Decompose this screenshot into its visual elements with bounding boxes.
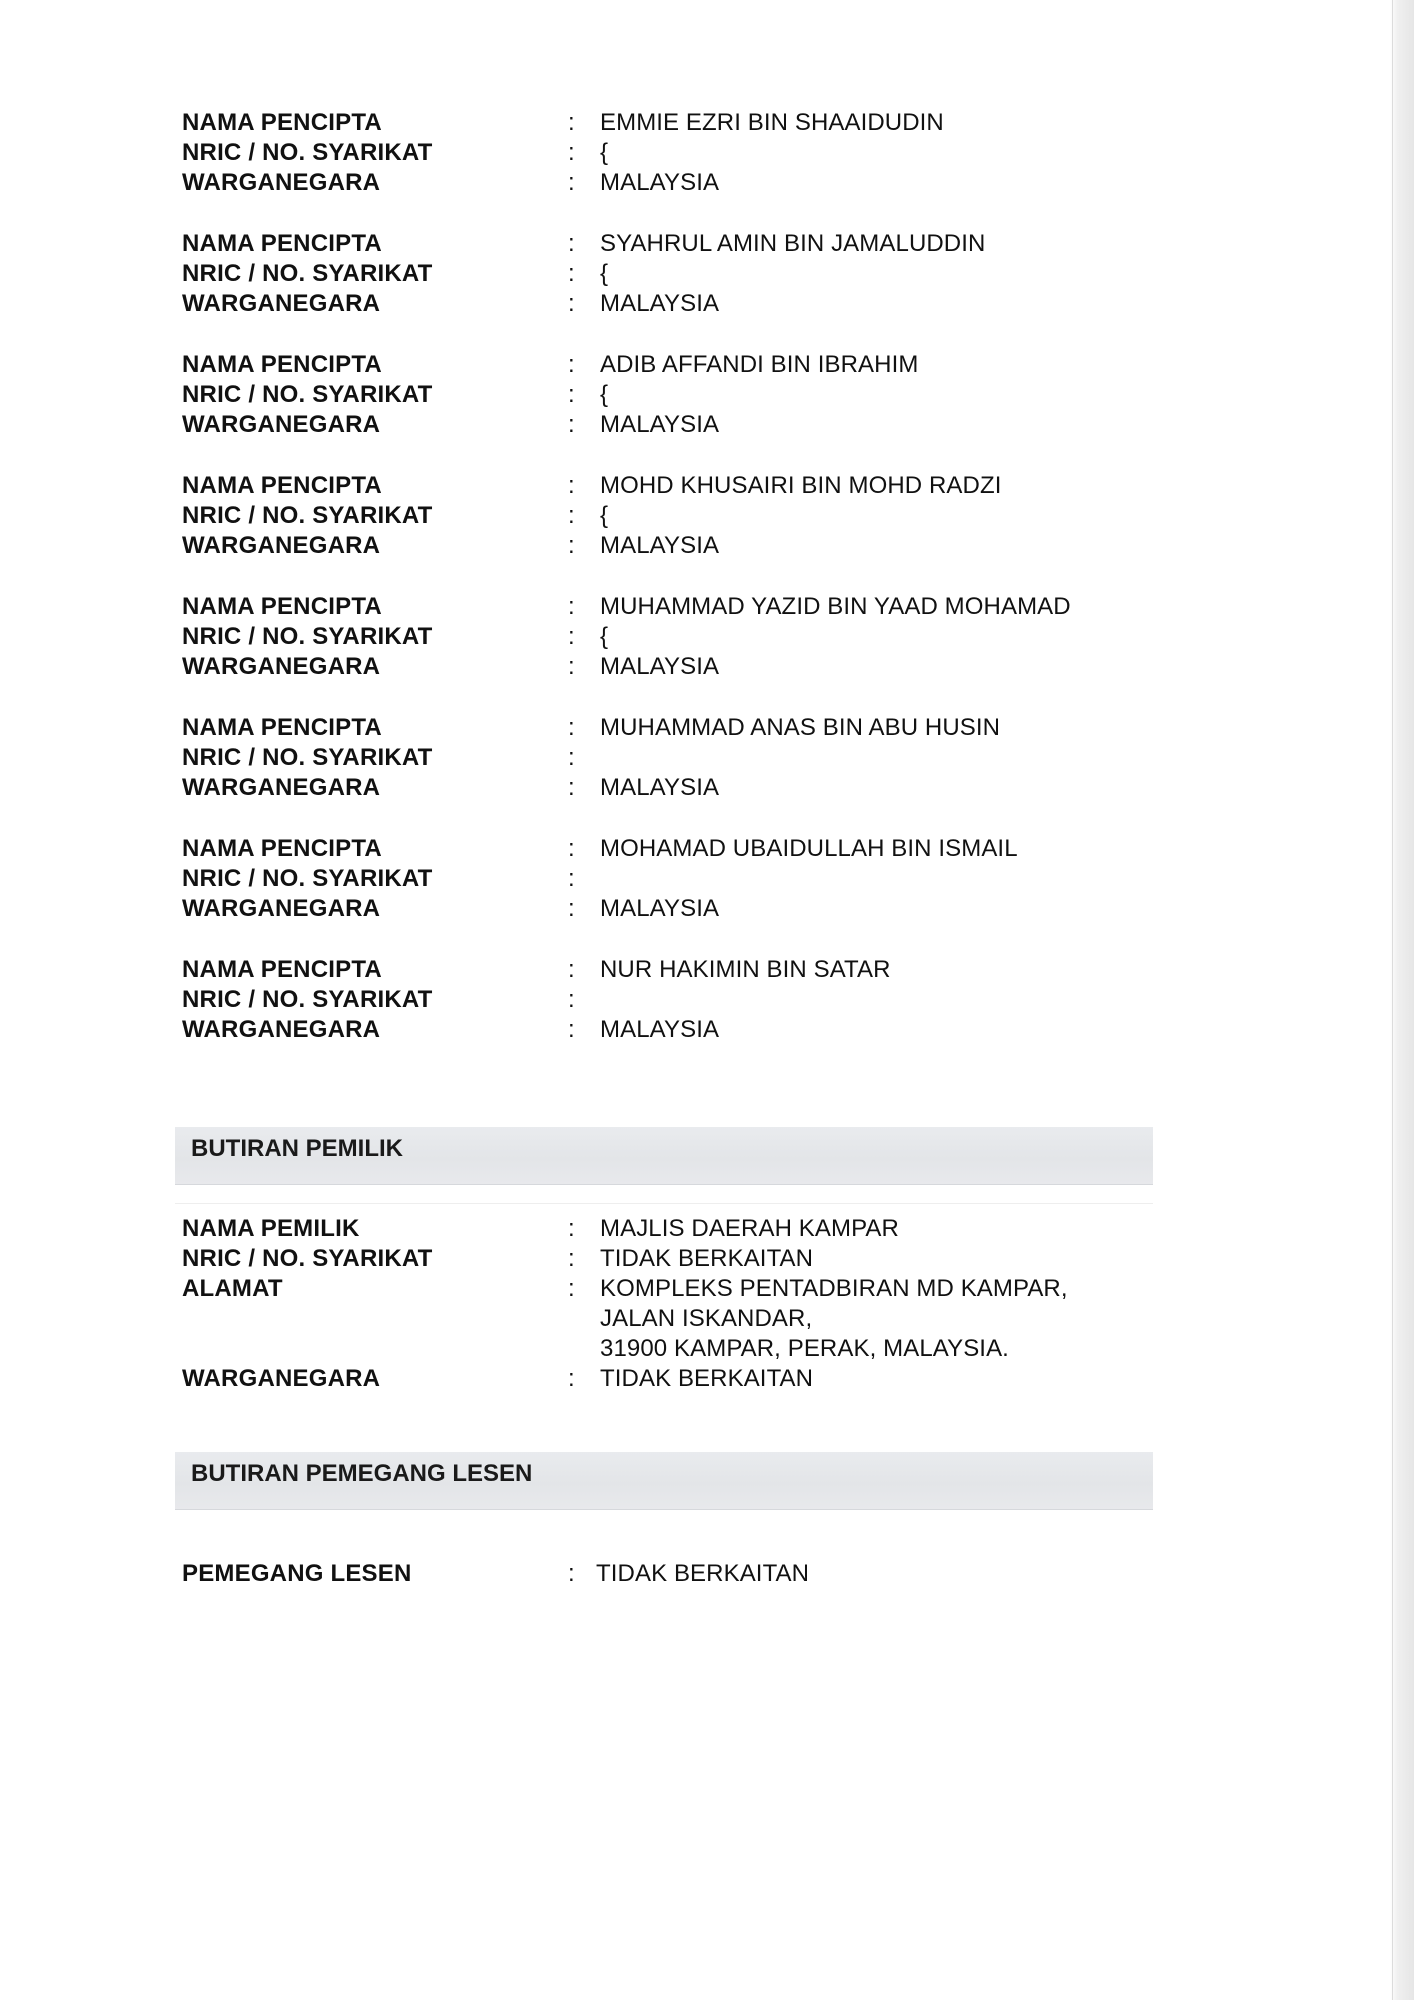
colon: : (568, 230, 575, 257)
inventor-name-value: MUHAMMAD YAZID BIN YAAD MOHAMAD (600, 593, 1071, 620)
colon: : (568, 593, 575, 620)
owner-section-title: BUTIRAN PEMILIK (191, 1135, 403, 1162)
colon: : (568, 653, 575, 680)
owner-nationality-label: WARGANEGARA (182, 1365, 381, 1392)
inventor-nric-value: { (600, 502, 609, 529)
colon: : (568, 865, 575, 892)
inventor-name-value: EMMIE EZRI BIN SHAAIDUDIN (600, 109, 944, 136)
scan-fold-line (175, 1203, 1153, 1204)
colon: : (568, 986, 575, 1013)
inventor-nric-label: NRIC / NO. SYARIKAT (182, 260, 433, 287)
inventor-nationality-value: MALAYSIA (600, 532, 720, 559)
inventor-nationality-value: MALAYSIA (600, 411, 720, 438)
inventor-nationality-label: WARGANEGARA (182, 1016, 381, 1043)
colon: : (568, 502, 575, 529)
inventor-name-value: MUHAMMAD ANAS BIN ABU HUSIN (600, 714, 1001, 741)
colon: : (568, 1275, 575, 1302)
owner-section-header (175, 1127, 1153, 1185)
inventor-nric-label: NRIC / NO. SYARIKAT (182, 744, 433, 771)
licensee-value: TIDAK BERKAITAN (596, 1560, 810, 1587)
inventor-nationality-label: WARGANEGARA (182, 774, 381, 801)
licensee-section-title: BUTIRAN PEMEGANG LESEN (191, 1460, 533, 1487)
colon: : (568, 1365, 575, 1392)
scan-edge-shadow (1390, 0, 1414, 2000)
inventor-nric-label: NRIC / NO. SYARIKAT (182, 865, 433, 892)
colon: : (568, 351, 575, 378)
colon: : (568, 109, 575, 136)
inventor-nationality-label: WARGANEGARA (182, 290, 381, 317)
colon: : (568, 774, 575, 801)
inventor-nationality-value: MALAYSIA (600, 290, 720, 317)
inventor-nationality-label: WARGANEGARA (182, 169, 381, 196)
inventor-nric-value: { (600, 623, 609, 650)
inventor-nationality-value: MALAYSIA (600, 774, 720, 801)
inventor-nric-value: { (600, 381, 609, 408)
colon: : (568, 895, 575, 922)
colon: : (568, 169, 575, 196)
inventor-nric-label: NRIC / NO. SYARIKAT (182, 139, 433, 166)
colon: : (568, 714, 575, 741)
owner-address-line: JALAN ISKANDAR, (600, 1305, 813, 1332)
colon: : (568, 744, 575, 771)
colon: : (568, 260, 575, 287)
owner-name-value: MAJLIS DAERAH KAMPAR (600, 1215, 899, 1242)
inventor-nationality-label: WARGANEGARA (182, 411, 381, 438)
inventor-nationality-label: WARGANEGARA (182, 653, 381, 680)
inventor-nric-label: NRIC / NO. SYARIKAT (182, 502, 433, 529)
inventor-name-label: NAMA PENCIPTA (182, 835, 382, 862)
inventor-nationality-value: MALAYSIA (600, 169, 720, 196)
colon: : (568, 623, 575, 650)
inventor-name-label: NAMA PENCIPTA (182, 472, 382, 499)
colon: : (568, 956, 575, 983)
inventor-nric-label: NRIC / NO. SYARIKAT (182, 381, 433, 408)
scan-edge-line (1392, 0, 1393, 2000)
colon: : (568, 532, 575, 559)
owner-address-line: KOMPLEKS PENTADBIRAN MD KAMPAR, (600, 1275, 1068, 1302)
owner-name-label: NAMA PEMILIK (182, 1215, 360, 1242)
inventor-nationality-value: MALAYSIA (600, 1016, 720, 1043)
inventor-name-value: NUR HAKIMIN BIN SATAR (600, 956, 891, 983)
inventor-nationality-value: MALAYSIA (600, 895, 720, 922)
colon: : (568, 411, 575, 438)
inventor-nric-value: { (600, 260, 609, 287)
colon: : (568, 472, 575, 499)
owner-address-label: ALAMAT (182, 1275, 283, 1302)
inventor-name-value: SYAHRUL AMIN BIN JAMALUDDIN (600, 230, 986, 257)
inventor-nric-label: NRIC / NO. SYARIKAT (182, 986, 433, 1013)
inventor-name-label: NAMA PENCIPTA (182, 109, 382, 136)
licensee-label: PEMEGANG LESEN (182, 1560, 412, 1587)
colon: : (568, 835, 575, 862)
inventor-name-label: NAMA PENCIPTA (182, 351, 382, 378)
inventor-name-value: MOHD KHUSAIRI BIN MOHD RADZI (600, 472, 1002, 499)
colon: : (568, 139, 575, 166)
inventor-name-label: NAMA PENCIPTA (182, 714, 382, 741)
colon: : (568, 1215, 575, 1242)
inventor-name-value: MOHAMAD UBAIDULLAH BIN ISMAIL (600, 835, 1018, 862)
colon: : (568, 1560, 575, 1587)
colon: : (568, 1016, 575, 1043)
inventor-nationality-label: WARGANEGARA (182, 532, 381, 559)
owner-address-line: 31900 KAMPAR, PERAK, MALAYSIA. (600, 1335, 1009, 1362)
inventor-nric-label: NRIC / NO. SYARIKAT (182, 623, 433, 650)
inventor-name-label: NAMA PENCIPTA (182, 593, 382, 620)
inventor-nric-value: { (600, 139, 609, 166)
owner-nationality-value: TIDAK BERKAITAN (600, 1365, 814, 1392)
colon: : (568, 290, 575, 317)
inventor-name-label: NAMA PENCIPTA (182, 956, 382, 983)
owner-nric-value: TIDAK BERKAITAN (600, 1245, 814, 1272)
inventor-nationality-value: MALAYSIA (600, 653, 720, 680)
inventor-name-value: ADIB AFFANDI BIN IBRAHIM (600, 351, 919, 378)
colon: : (568, 381, 575, 408)
inventor-nationality-label: WARGANEGARA (182, 895, 381, 922)
owner-nric-label: NRIC / NO. SYARIKAT (182, 1245, 433, 1272)
colon: : (568, 1245, 575, 1272)
inventor-name-label: NAMA PENCIPTA (182, 230, 382, 257)
licensee-section-header (175, 1452, 1153, 1510)
